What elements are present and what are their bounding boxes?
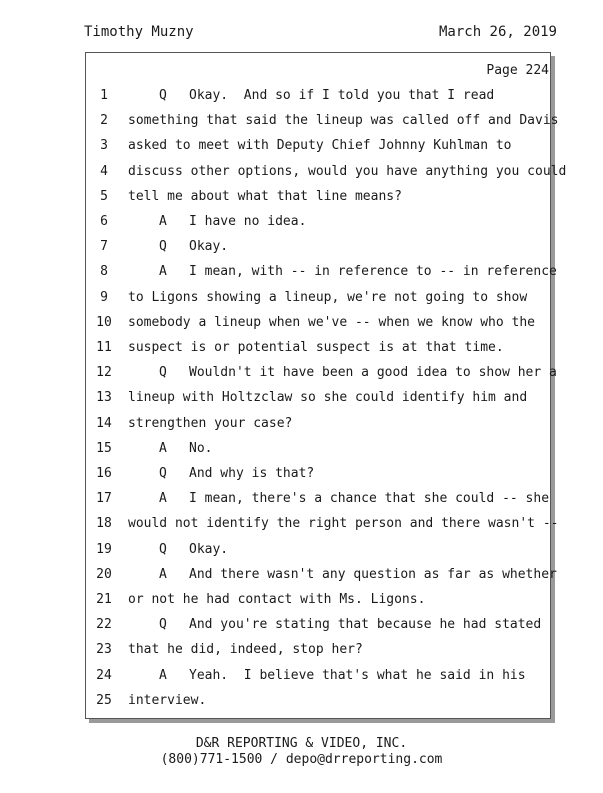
speaker-label: Q: [159, 466, 167, 481]
transcript-line: [0, 516, 603, 540]
speaker-label: Q: [159, 541, 167, 557]
transcript-line: [0, 365, 603, 389]
line-number: 11: [96, 340, 112, 355]
transcript-line: [0, 617, 603, 641]
line-content: discuss other options, would you have anything you could: [128, 163, 567, 179]
line-number: 1: [100, 88, 108, 103]
line-text: [159, 264, 557, 279]
transcript-line: [0, 390, 603, 414]
transcript-line: [0, 264, 603, 288]
line-text: [159, 542, 228, 557]
line-text: [128, 340, 504, 355]
line-text: [128, 189, 402, 204]
line-content: Okay.: [189, 541, 229, 557]
line-number: 6: [100, 214, 108, 229]
line-number: 7: [100, 239, 108, 255]
line-number: 23: [96, 642, 112, 658]
speaker-label: A: [159, 440, 167, 456]
line-content: or not he had contact with Ms. Ligons.: [128, 592, 426, 607]
line-number: 19: [96, 541, 112, 557]
transcript-line: [0, 441, 603, 465]
line-number: 17: [96, 491, 112, 507]
transcript-line: [0, 113, 603, 137]
transcript-line: [0, 214, 603, 238]
line-number: 20: [96, 566, 112, 582]
line-content: something that said the lineup was called off and Davis: [128, 113, 559, 129]
line-content: Okay.: [189, 239, 229, 255]
witness-name: Timothy Muzny: [84, 24, 194, 40]
transcript-line: [0, 491, 603, 515]
speaker-label: Q: [159, 88, 167, 103]
line-content: lineup with Holtzclaw so she could identify him and: [128, 390, 528, 406]
transcript-line: [0, 164, 603, 188]
transcript-line: [0, 567, 603, 591]
line-content: I have no idea.: [189, 214, 307, 229]
line-content: tell me about what that line means?: [128, 188, 402, 204]
line-text: [159, 617, 541, 632]
line-content: that he did, indeed, stop her?: [128, 642, 363, 658]
transcript-line: [0, 290, 603, 314]
line-text: [128, 516, 558, 531]
transcript-line: [0, 592, 603, 616]
transcript-line: [0, 542, 603, 566]
line-content: Yeah. I believe that's what he said in his: [189, 667, 526, 683]
line-text: [159, 365, 557, 380]
line-content: would not identify the right person and there wasn't --: [128, 516, 559, 532]
line-text: [128, 138, 512, 153]
transcript-line: [0, 466, 603, 490]
transcript-line: [0, 315, 603, 339]
line-number: 21: [96, 592, 112, 607]
line-text: [159, 668, 526, 683]
line-text: [128, 416, 292, 431]
line-number: 10: [96, 314, 112, 330]
line-text: [159, 491, 549, 506]
line-number: 9: [100, 289, 108, 305]
transcript-line: [0, 642, 603, 666]
line-content: And there wasn't any question as far as whether: [189, 566, 557, 582]
transcript-line: [0, 340, 603, 364]
speaker-label: A: [159, 264, 167, 280]
line-content: interview.: [128, 692, 207, 708]
footer-contact: (800)771-1500 / depo@drreporting.com: [160, 752, 443, 767]
line-text: [128, 642, 363, 657]
line-number: 13: [96, 390, 112, 406]
line-content: I mean, with -- in reference to -- in reference: [189, 264, 557, 280]
line-number: 22: [96, 617, 112, 633]
line-number: 8: [100, 264, 108, 280]
deposition-date: March 26, 2019: [438, 24, 557, 40]
speaker-label: A: [159, 214, 167, 229]
line-number: 15: [96, 440, 112, 456]
speaker-label: Q: [159, 239, 167, 255]
line-content: I mean, there's a chance that she could -- she: [189, 491, 550, 507]
transcript-line: [0, 138, 603, 162]
line-text: [159, 88, 494, 103]
speaker-label: Q: [159, 617, 167, 633]
line-content: strengthen your case?: [128, 415, 293, 431]
line-content: somebody a lineup when we've -- when we know who the: [128, 314, 535, 330]
line-content: Okay. And so if I told you that I read: [189, 88, 495, 103]
line-text: [128, 113, 558, 128]
line-content: suspect is or potential suspect is at that time.: [128, 340, 504, 355]
line-text: [128, 390, 527, 405]
line-content: Wouldn't it have been a good idea to show her a: [189, 365, 557, 381]
line-number: 25: [96, 692, 112, 708]
transcript-line: [0, 189, 603, 213]
line-content: And you're stating that because he had stated: [189, 617, 542, 633]
transcript-line: [0, 416, 603, 440]
line-text: [159, 466, 314, 481]
line-content: asked to meet with Deputy Chief Johnny Kuhlman to: [128, 138, 512, 154]
line-number: 16: [96, 466, 112, 481]
line-text: [128, 290, 527, 305]
speaker-label: A: [159, 491, 167, 507]
line-number: 14: [96, 415, 112, 431]
line-number: 24: [96, 667, 112, 683]
line-text: [128, 592, 425, 607]
line-number: 3: [100, 138, 108, 154]
line-text: [128, 693, 206, 708]
transcript-line: [0, 693, 603, 717]
speaker-label: A: [159, 566, 167, 582]
line-number: 12: [96, 365, 112, 381]
line-text: [159, 567, 557, 582]
page-number: Page 224: [486, 63, 549, 78]
line-text: [159, 441, 212, 456]
line-text: [128, 315, 535, 330]
line-content: to Ligons showing a lineup, we're not going to show: [128, 289, 528, 305]
line-number: 2: [100, 113, 108, 129]
speaker-label: Q: [159, 365, 167, 381]
line-number: 18: [96, 516, 112, 532]
speaker-label: A: [159, 667, 167, 683]
transcript-line: [0, 668, 603, 692]
line-number: 4: [100, 163, 108, 179]
transcript-line: [0, 239, 603, 263]
footer-company: D&R REPORTING & VIDEO, INC.: [195, 736, 408, 751]
line-number: 5: [100, 188, 108, 204]
line-text: [159, 239, 228, 254]
line-content: No.: [189, 440, 213, 456]
transcript-line: [0, 88, 603, 112]
line-text: [128, 164, 566, 179]
line-content: And why is that?: [189, 466, 315, 481]
line-text: [159, 214, 306, 229]
